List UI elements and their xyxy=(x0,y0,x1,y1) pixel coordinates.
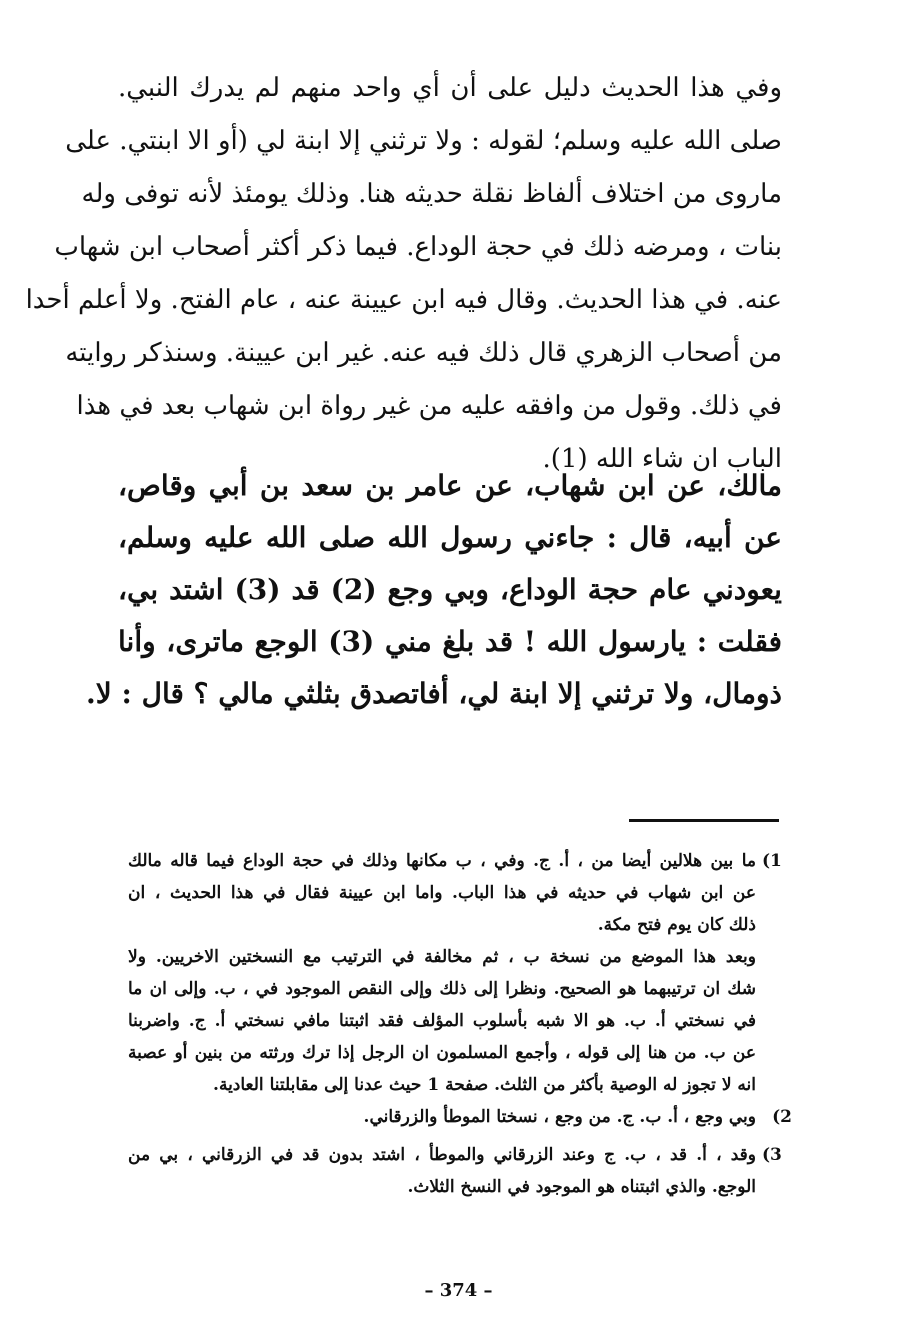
footnote-line: عن ابن شهاب في حديثه في هذا الباب. واما ابن عيينة فقال في هذا الحديث ، ان xyxy=(128,883,756,903)
footnote-line: في نسختي أ. ب. هو الا شبه بأسلوب المؤلف فقد اثبتنا مافي نسختي أ. ج. واضربنا xyxy=(128,1011,756,1031)
footnote-number: (2 xyxy=(772,1107,792,1127)
footnote-number: (3 xyxy=(762,1145,782,1165)
hadith-line: مالك، عن ابن شهاب، عن عامر بن سعد بن أبي وقاص، xyxy=(118,469,782,502)
footnote-3 xyxy=(128,1139,792,1203)
commentary-paragraph xyxy=(25,62,782,486)
footnote-line: انه لا تجوز له الوصية بأكثر من الثلث. صفحة 1 حيث عدنا إلى مقابلتنا العادية. xyxy=(213,1075,756,1095)
text-line: ماروى من اختلاف ألفاظ نقلة حديثه هنا. وذلك يومئذ لأنه توفى وله xyxy=(81,179,782,209)
text-line: عنه. في هذا الحديث. وقال فيه ابن عيينة عنه ، عام الفتح. ولا أعلم أحدا xyxy=(25,285,782,315)
footnote-line: (2 وبي وجع ، أ. ب. ج. من وجع ، نسختا الموطأ والزرقاني. xyxy=(128,1101,792,1133)
text-line: وفي هذا الحديث دليل على أن أي واحد منهم لم يدرك النبي. xyxy=(118,73,782,103)
footnote-line: ذلك كان يوم فتح مكة. xyxy=(597,915,756,935)
hadith-line: فقلت : يارسول الله ! قد بلغ مني (3) الوجع ماترى، وأنا xyxy=(118,625,782,658)
text-line: بنات ، ومرضه ذلك في حجة الوداع. فيما ذكر أكثر أصحاب ابن شهاب xyxy=(54,232,782,262)
footnote-number: (1 xyxy=(762,851,782,871)
footnote-line: (3 وقد ، أ. قد ، ب. ج وعند الزرقاني والموطأ ، اشتد بدون قد في الزرقاني ، بي من xyxy=(128,1139,792,1171)
footnote-1 xyxy=(128,845,792,1101)
text-line: من أصحاب الزهري قال ذلك فيه عنه. غير ابن عيينة. وسنذكر روايته xyxy=(65,338,782,368)
page-number: – 374 – xyxy=(424,1280,493,1301)
footnote-line: عن ب. من هنا إلى قوله ، وأجمع المسلمون ان الرجل إذا ترك ورثته من بنين أو عصبة xyxy=(128,1043,756,1063)
footnote-divider xyxy=(629,819,779,822)
hadith-paragraph xyxy=(86,460,782,720)
hadith-line: يعودني عام حجة الوداع، وبي وجع (2) قد (3) اشتد بي، xyxy=(118,573,782,606)
hadith-line: عن أبيه، قال : جاءني رسول الله صلى الله عليه وسلم، xyxy=(118,521,782,554)
text-line: في ذلك. وقول من وافقه عليه من غير رواة ابن شهاب بعد في هذا xyxy=(76,391,782,421)
footnote-line: (1 ما بين هلالين أيضا من ، أ. ج. وفي ، ب مكانها وذلك في حجة الوداع فيما قاله مالك xyxy=(128,845,792,877)
footnote-line: الوجع. والذي اثبتناه هو الموجود في النسخ الثلاث. xyxy=(407,1177,756,1197)
footnote-line: شك ان ترتيبهما هو الصحيح. ونظرا إلى ذلك وإلى النقص الموجود في ، ب. وإلى ان ما xyxy=(128,979,756,999)
hadith-line: ذومال، ولا ترثني إلا ابنة لي، أفاتصدق بثلثي مالي ؟ قال : لا. xyxy=(86,677,782,710)
footnote-2 xyxy=(128,1101,792,1133)
text-line: الباب ان شاء الله (1). xyxy=(542,444,782,474)
text-line: صلى الله عليه وسلم؛ لقوله : ولا ترثني إلا ابنة لي (أو الا ابنتي. على xyxy=(65,126,782,156)
footnotes xyxy=(128,845,792,1203)
footnote-line: وبعد هذا الموضع من نسخة ب ، ثم مخالفة في الترتيب مع النسختين الاخريين. ولا xyxy=(128,947,756,967)
